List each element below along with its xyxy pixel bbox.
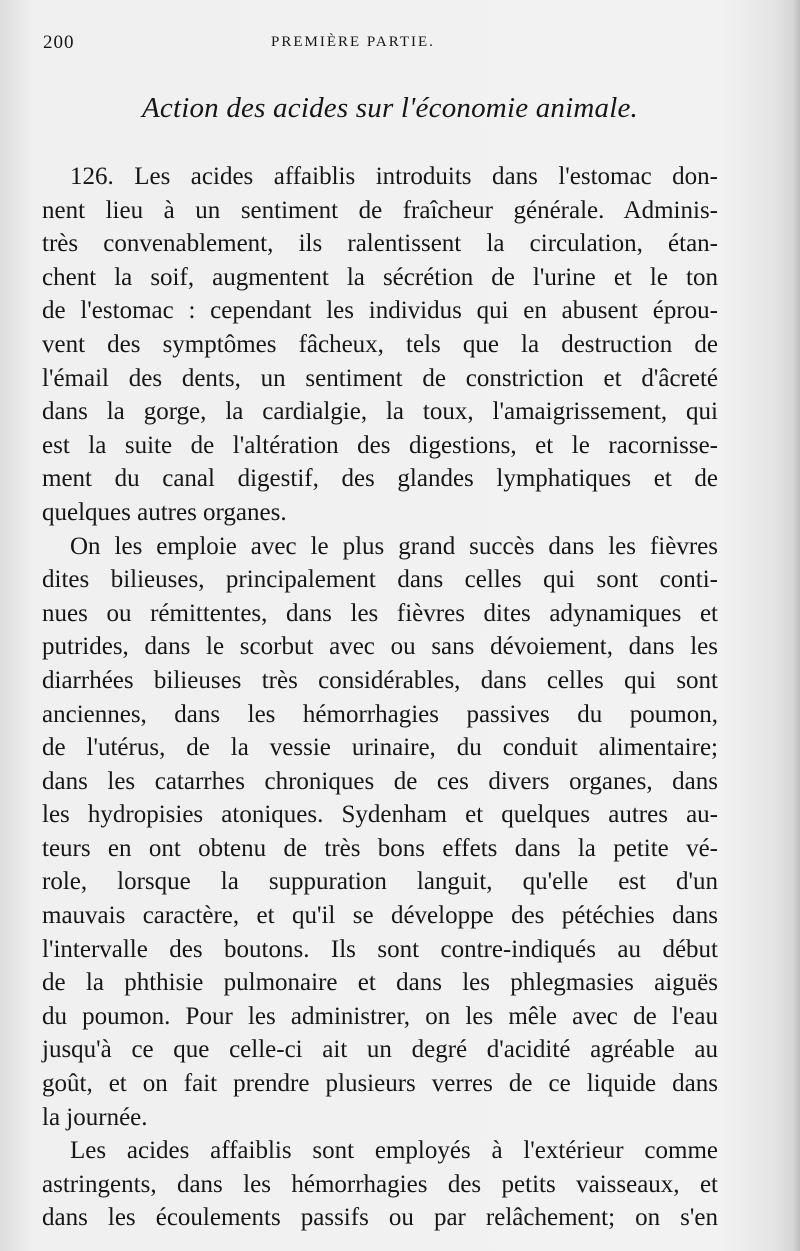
text-line: quelques autres organes.: [42, 498, 287, 526]
text-line: On les emploie avec le plus grand succès dans les fièvres: [70, 532, 718, 560]
text-line: l'émail des dents, un sentiment de constriction et d'âcreté: [42, 364, 718, 392]
paragraph-3: [42, 1134, 718, 1235]
text-line: nent lieu à un sentiment de fraîcheur générale. Adminis-: [42, 196, 718, 224]
text-line: ment du canal digestif, des glandes lymphatiques et de: [42, 465, 718, 493]
text-line: du poumon. Pour les administrer, on les mêle avec de l'eau: [42, 1002, 718, 1030]
text-line: de l'utérus, de la vessie urinaire, du conduit alimentaire;: [42, 734, 718, 762]
page-number: 200: [43, 32, 75, 53]
paragraph-1: [42, 160, 718, 530]
text-line: dans la gorge, la cardialgie, la toux, l'amaigrissement, qui: [42, 398, 718, 426]
text-line: vent des symptômes fâcheux, tels que la destruction de: [42, 330, 718, 358]
section-heading: Action des acides sur l'économie animale.: [141, 92, 639, 124]
running-title: PREMIÈRE PARTIE.: [271, 34, 435, 50]
text-line: dans les catarrhes chroniques de ces divers organes, dans: [42, 767, 718, 795]
text-line: de la phthisie pulmonaire et dans les phlegmasies aiguës: [42, 969, 718, 997]
text-line: role, lorsque la suppuration languit, qu'elle est d'un: [42, 868, 718, 896]
text-line: la journée.: [42, 1103, 148, 1131]
text-line: diarrhées bilieuses très considérables, dans celles qui sont: [42, 666, 718, 694]
paragraph-2: [42, 530, 718, 1135]
text-line: Les acides affaiblis sont employés à l'extérieur comme: [70, 1137, 718, 1165]
running-head: [43, 32, 723, 58]
text-line: les hydropisies atoniques. Sydenham et quelques autres au-: [42, 801, 718, 829]
text-line: l'intervalle des boutons. Ils sont contre-indiqués au début: [42, 935, 718, 963]
text-line: nues ou rémittentes, dans les fièvres dites adynamiques et: [42, 599, 718, 627]
text-line: très convenablement, ils ralentissent la circulation, étan-: [42, 230, 718, 258]
body-text: [42, 160, 718, 1235]
text-line: de l'estomac : cependant les individus qui en abusent éprou-: [42, 297, 718, 325]
text-line: teurs en ont obtenu de très bons effets dans la petite vé-: [42, 834, 718, 862]
text-line: 126. Les acides affaiblis introduits dans l'estomac don-: [70, 163, 718, 190]
text-line: anciennes, dans les hémorrhagies passives du poumon,: [42, 700, 718, 728]
text-line: chent la soif, augmentent la sécrétion de l'urine et le ton: [42, 263, 718, 291]
text-line: astringents, dans les hémorrhagies des petits vaisseaux, et: [42, 1170, 718, 1198]
text-line: est la suite de l'altération des digestions, et le racornisse-: [42, 431, 718, 459]
text-line: goût, et on fait prendre plusieurs verres de ce liquide dans: [42, 1070, 718, 1098]
text-line: dans les écoulements passifs ou par relâchement; on s'en: [42, 1204, 718, 1232]
page-edge-shadow: [792, 0, 800, 1251]
text-line: dites bilieuses, principalement dans celles qui sont conti-: [42, 566, 718, 594]
text-line: jusqu'à ce que celle-ci ait un degré d'acidité agréable au: [42, 1036, 718, 1064]
text-line: mauvais caractère, et qu'il se développe des pétéchies dans: [42, 902, 718, 930]
text-line: putrides, dans le scorbut avec ou sans dévoiement, dans les: [42, 633, 718, 661]
